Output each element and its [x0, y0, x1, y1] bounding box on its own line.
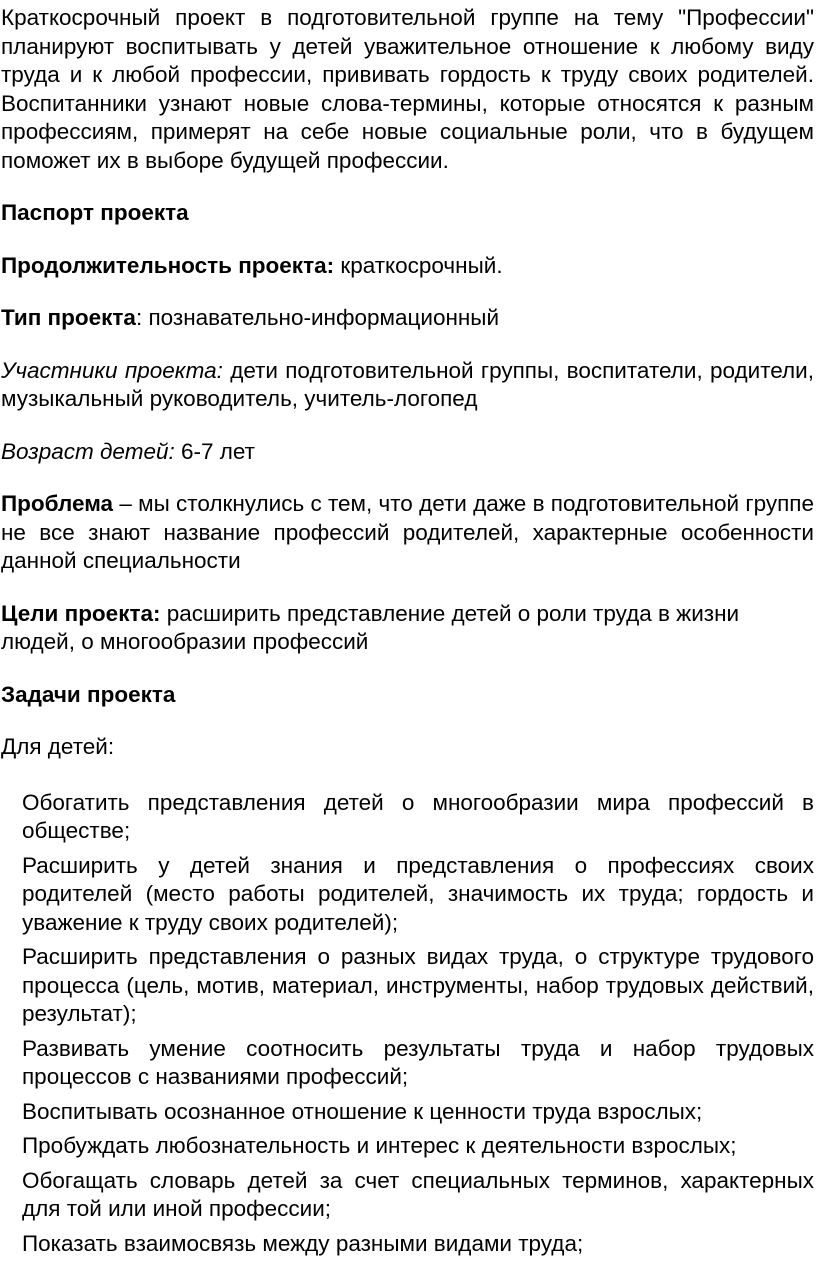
duration-line	[1, 252, 814, 281]
list-item: Расширить представления о разных видах труда, о структуре трудового процесса (цель, мотив, материал, инструменты, набор трудовых действий, результат);	[22, 944, 814, 1026]
passport-heading-text: Паспорт проекта	[1, 200, 189, 225]
list-item: Расширить у детей знания и представления о профессиях своих родителей (место работы родителей, значимость их труда; гордость и уважение к труду своих родителей);	[22, 852, 814, 935]
duration-value: краткосрочный.	[334, 252, 503, 278]
intro-paragraph: Краткосрочный проект в подготовительной группе на тему "Профессии" планируют воспитывать у детей уважительное отношение к любому виду труда и к любой профессии, прививать гордость к труду своих родителей. Воспитанники узнают новые слова-термины, которые относятся к разным профессиям, примерят на себе новые социальные роли, что в будущем поможет их в выборе будущей профессии.	[1, 5, 814, 173]
goals-value: расширить представление детей о роли труда в жизни людей, о многообразии профессий	[1, 600, 740, 654]
tasks-heading	[1, 681, 814, 710]
type-label: Тип проекта	[1, 305, 136, 330]
list-item: Обогатить представления детей о многообразии мира профессий в обществе;	[22, 789, 814, 843]
problem-label: Проблема	[1, 491, 114, 516]
for-children-label: Для детей:	[1, 734, 115, 759]
type-line	[1, 304, 814, 333]
problem-line	[1, 490, 814, 576]
list-item: Пробуждать любознательность и интерес к деятельности взрослых;	[22, 1133, 737, 1158]
age-line	[1, 438, 814, 467]
tasks-list	[1, 789, 814, 1259]
duration-label: Продолжительность проекта:	[1, 252, 335, 278]
type-value: : познавательно-информационный	[135, 305, 500, 330]
participants-line	[1, 357, 814, 414]
list-item: Воспитывать осознанное отношение к ценности труда взрослых;	[22, 1098, 703, 1124]
participants-value: дети подготовительной группы, воспитатели, родители, музыкальный руководитель, учитель-логопед	[1, 357, 814, 411]
age-value: 6-7 лет	[174, 438, 255, 464]
passport-heading	[1, 199, 814, 228]
list-item: Развивать умение соотносить результаты труда и набор трудовых процессов с названиями профессий;	[22, 1035, 814, 1089]
problem-value: – мы столкнулись с тем, что дети даже в подготовительной группе не все знают название профессий родителей, характерные особенности данной специальности	[1, 491, 814, 573]
goals-line	[1, 600, 814, 657]
age-label: Возраст детей:	[1, 438, 175, 464]
tasks-heading-text: Задачи проекта	[1, 681, 176, 707]
list-item: Показать взаимосвязь между разными видами труда;	[22, 1230, 584, 1256]
goals-label: Цели проекта:	[1, 600, 161, 626]
list-item: Обогащать словарь детей за счет специальных терминов, характерных для той или иной профессии;	[22, 1167, 814, 1221]
participants-label: Участники проекта:	[1, 357, 223, 383]
